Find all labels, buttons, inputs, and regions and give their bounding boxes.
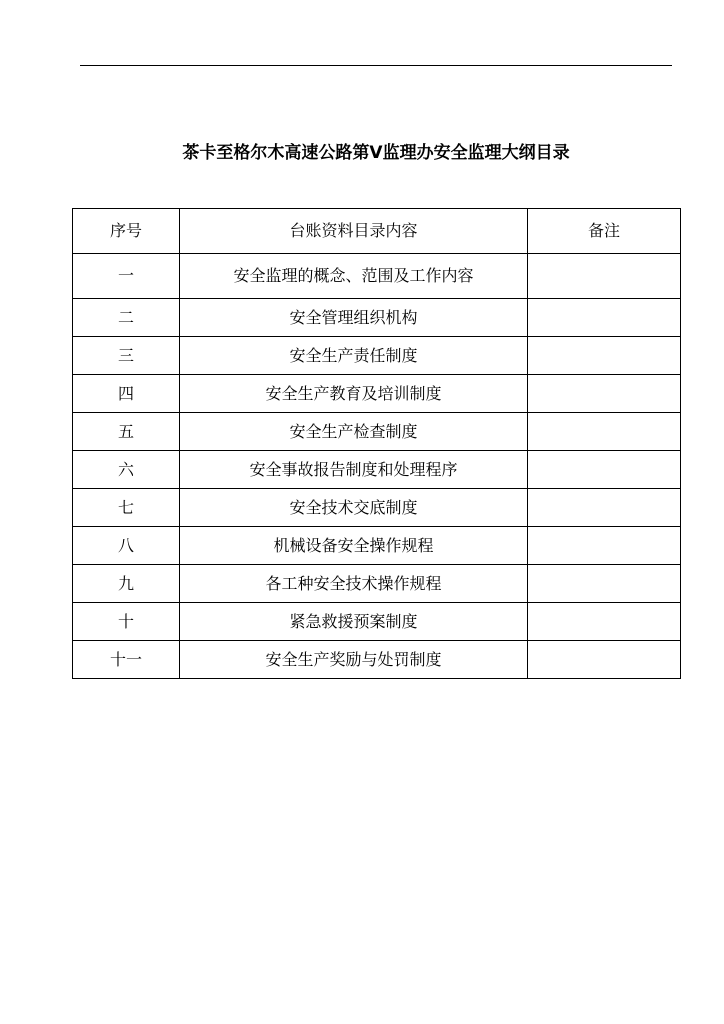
row-number: 六 (73, 451, 180, 489)
row-content: 安全生产奖励与处罚制度 (180, 641, 528, 679)
header-number: 序号 (73, 209, 180, 254)
row-number: 四 (73, 375, 180, 413)
row-number: 一 (73, 254, 180, 299)
row-note (528, 299, 681, 337)
table-row (73, 565, 681, 603)
document-title: 茶卡至格尔木高速公路第Ⅴ监理办安全监理大纲目录 (182, 143, 570, 163)
row-content: 安全生产责任制度 (180, 337, 528, 375)
table-row (73, 603, 681, 641)
row-number: 二 (73, 299, 180, 337)
header-rule (80, 65, 672, 66)
row-content: 机械设备安全操作规程 (180, 527, 528, 565)
row-note (528, 603, 681, 641)
row-note (528, 375, 681, 413)
row-note (528, 254, 681, 299)
table-row (73, 641, 681, 679)
row-number: 五 (73, 413, 180, 451)
toc-table (72, 208, 681, 679)
row-number: 八 (73, 527, 180, 565)
row-note (528, 489, 681, 527)
row-content: 安全技术交底制度 (180, 489, 528, 527)
row-content: 安全管理组织机构 (180, 299, 528, 337)
row-content: 安全生产教育及培训制度 (180, 375, 528, 413)
row-number: 三 (73, 337, 180, 375)
header-note: 备注 (528, 209, 681, 254)
table-row (73, 375, 681, 413)
table-row (73, 413, 681, 451)
row-content: 紧急救援预案制度 (180, 603, 528, 641)
row-content: 安全事故报告制度和处理程序 (180, 451, 528, 489)
table-row (73, 299, 681, 337)
row-note (528, 413, 681, 451)
table-row (73, 254, 681, 299)
row-number: 十一 (73, 641, 180, 679)
row-note (528, 451, 681, 489)
row-note (528, 527, 681, 565)
row-content: 安全生产检查制度 (180, 413, 528, 451)
table-row (73, 451, 681, 489)
header-content: 台账资料目录内容 (180, 209, 528, 254)
row-content: 各工种安全技术操作规程 (180, 565, 528, 603)
row-note (528, 337, 681, 375)
row-content: 安全监理的概念、范围及工作内容 (180, 254, 528, 299)
row-number: 七 (73, 489, 180, 527)
table-row (73, 527, 681, 565)
row-note (528, 565, 681, 603)
table-row (73, 337, 681, 375)
table-row (73, 489, 681, 527)
table-header-row (73, 209, 681, 254)
row-number: 十 (73, 603, 180, 641)
row-note (528, 641, 681, 679)
row-number: 九 (73, 565, 180, 603)
